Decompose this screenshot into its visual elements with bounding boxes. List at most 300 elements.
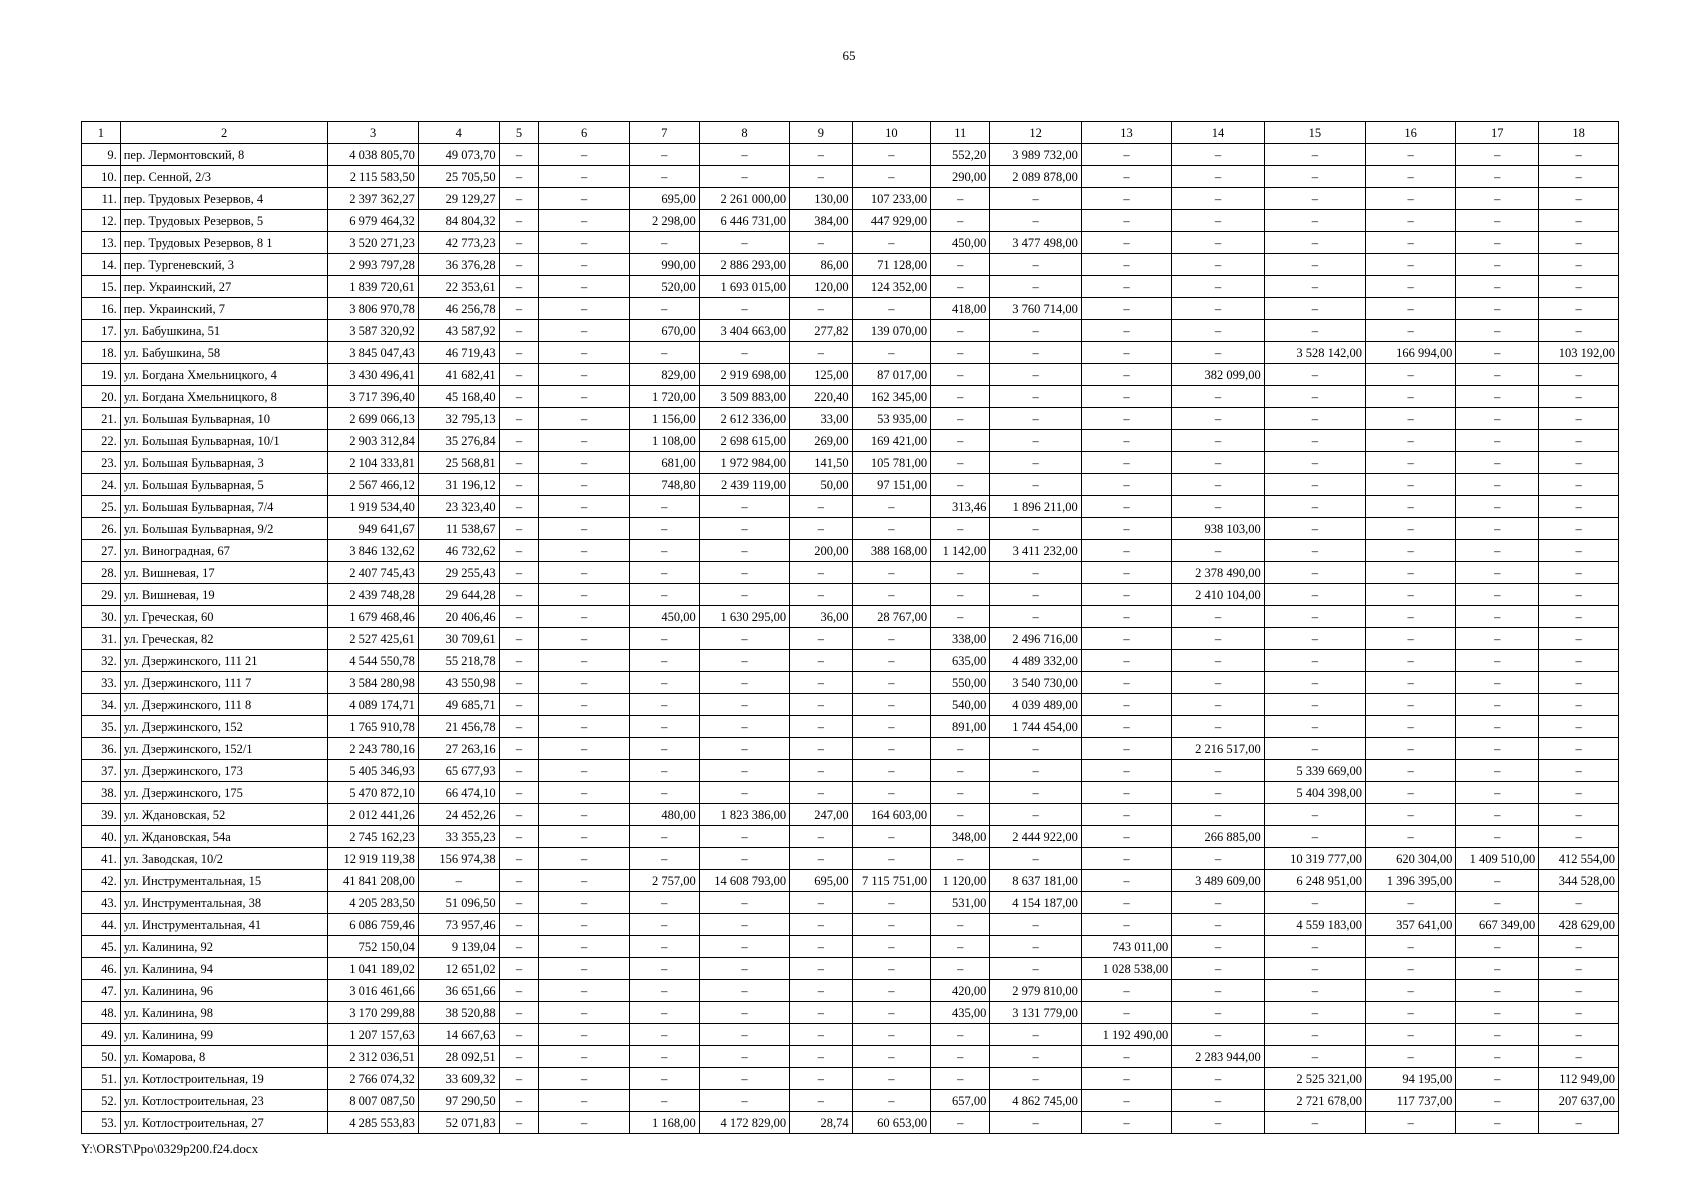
row-number-cell: 9.: [82, 144, 121, 166]
value-cell: –: [629, 672, 699, 694]
value-cell: 3 430 496,41: [328, 364, 418, 386]
value-cell: –: [1456, 870, 1539, 892]
value-cell: –: [931, 848, 990, 870]
table-row: [82, 210, 1619, 232]
value-cell: –: [1539, 716, 1619, 738]
value-cell: 2 721 678,00: [1264, 1090, 1365, 1112]
value-cell: –: [1081, 760, 1171, 782]
value-cell: –: [499, 408, 539, 430]
value-cell: –: [629, 166, 699, 188]
address-cell: ул. Вишневая, 17: [120, 562, 328, 584]
value-cell: 2 903 312,84: [328, 430, 418, 452]
value-cell: 9 139,04: [418, 936, 499, 958]
value-cell: –: [1172, 1090, 1265, 1112]
value-cell: 1 396 395,00: [1365, 870, 1455, 892]
address-cell: пер. Сенной, 2/3: [120, 166, 328, 188]
value-cell: –: [1172, 1002, 1265, 1024]
value-cell: –: [1365, 474, 1455, 496]
value-cell: –: [699, 716, 789, 738]
value-cell: –: [1539, 1112, 1619, 1134]
value-cell: –: [790, 980, 852, 1002]
value-cell: –: [1456, 232, 1539, 254]
value-cell: –: [539, 452, 629, 474]
value-cell: –: [852, 760, 931, 782]
row-number-cell: 40.: [82, 826, 121, 848]
value-cell: –: [1456, 716, 1539, 738]
value-cell: 28,74: [790, 1112, 852, 1134]
row-number-cell: 14.: [82, 254, 121, 276]
value-cell: –: [790, 892, 852, 914]
value-cell: –: [1539, 760, 1619, 782]
value-cell: –: [539, 672, 629, 694]
value-cell: 105 781,00: [852, 452, 931, 474]
value-cell: 49 685,71: [418, 694, 499, 716]
table-row: [82, 386, 1619, 408]
value-cell: –: [1365, 958, 1455, 980]
value-cell: –: [1264, 166, 1365, 188]
value-cell: –: [1172, 650, 1265, 672]
row-number-cell: 15.: [82, 276, 121, 298]
address-cell: ул. Большая Бульварная, 3: [120, 452, 328, 474]
value-cell: –: [499, 188, 539, 210]
value-cell: –: [931, 342, 990, 364]
address-cell: ул. Дзержинского, 152: [120, 716, 328, 738]
value-cell: –: [499, 496, 539, 518]
column-header: 13: [1081, 122, 1171, 144]
value-cell: –: [990, 848, 1081, 870]
value-cell: –: [1365, 188, 1455, 210]
value-cell: 3 520 271,23: [328, 232, 418, 254]
value-cell: –: [499, 892, 539, 914]
value-cell: –: [1365, 892, 1455, 914]
value-cell: 8 007 087,50: [328, 1090, 418, 1112]
value-cell: –: [1365, 298, 1455, 320]
table-row: [82, 606, 1619, 628]
value-cell: –: [790, 716, 852, 738]
value-cell: 117 737,00: [1365, 1090, 1455, 1112]
row-number-cell: 10.: [82, 166, 121, 188]
value-cell: –: [1081, 980, 1171, 1002]
table-row: [82, 716, 1619, 738]
value-cell: –: [1539, 518, 1619, 540]
value-cell: –: [1456, 606, 1539, 628]
table-row: [82, 738, 1619, 760]
value-cell: –: [629, 760, 699, 782]
table-row: [82, 1112, 1619, 1134]
value-cell: –: [1539, 496, 1619, 518]
value-cell: –: [1264, 892, 1365, 914]
value-cell: –: [1539, 452, 1619, 474]
value-cell: 1 028 538,00: [1081, 958, 1171, 980]
value-cell: –: [539, 892, 629, 914]
value-cell: –: [1081, 232, 1171, 254]
value-cell: 2 012 441,26: [328, 804, 418, 826]
value-cell: –: [539, 562, 629, 584]
value-cell: –: [1081, 826, 1171, 848]
row-number-cell: 11.: [82, 188, 121, 210]
value-cell: 338,00: [931, 628, 990, 650]
value-cell: 43 587,92: [418, 320, 499, 342]
address-cell: ул. Богдана Хмельницкого, 8: [120, 386, 328, 408]
address-cell: ул. Греческая, 82: [120, 628, 328, 650]
table-row: [82, 980, 1619, 1002]
value-cell: 6 446 731,00: [699, 210, 789, 232]
value-cell: 667 349,00: [1456, 914, 1539, 936]
value-cell: –: [499, 1112, 539, 1134]
value-cell: –: [1264, 430, 1365, 452]
table-row: [82, 144, 1619, 166]
value-cell: 3 717 396,40: [328, 386, 418, 408]
value-cell: –: [1539, 386, 1619, 408]
value-cell: –: [852, 496, 931, 518]
value-cell: –: [931, 936, 990, 958]
value-cell: –: [1172, 254, 1265, 276]
row-number-cell: 29.: [82, 584, 121, 606]
row-number-cell: 53.: [82, 1112, 121, 1134]
value-cell: –: [1264, 804, 1365, 826]
value-cell: –: [1456, 760, 1539, 782]
value-cell: 11 538,67: [418, 518, 499, 540]
value-cell: 52 071,83: [418, 1112, 499, 1134]
value-cell: –: [1365, 430, 1455, 452]
value-cell: –: [699, 826, 789, 848]
footer-file-path: Y:\ORST\Ppo\0329p200.f24.docx: [81, 1141, 259, 1156]
value-cell: 32 795,13: [418, 408, 499, 430]
value-cell: –: [1264, 584, 1365, 606]
value-cell: 5 405 346,93: [328, 760, 418, 782]
value-cell: –: [499, 1068, 539, 1090]
value-cell: 87 017,00: [852, 364, 931, 386]
value-cell: 29 255,43: [418, 562, 499, 584]
value-cell: –: [539, 826, 629, 848]
value-cell: 1 823 386,00: [699, 804, 789, 826]
value-cell: –: [1081, 628, 1171, 650]
value-cell: –: [852, 518, 931, 540]
value-cell: –: [852, 166, 931, 188]
value-cell: –: [790, 496, 852, 518]
value-cell: –: [1081, 672, 1171, 694]
value-cell: 1 744 454,00: [990, 716, 1081, 738]
value-cell: –: [990, 342, 1081, 364]
value-cell: 130,00: [790, 188, 852, 210]
address-cell: ул. Котлостроительная, 23: [120, 1090, 328, 1112]
value-cell: –: [539, 694, 629, 716]
value-cell: 2 525 321,00: [1264, 1068, 1365, 1090]
value-cell: 520,00: [629, 276, 699, 298]
value-cell: 3 846 132,62: [328, 540, 418, 562]
value-cell: –: [1264, 232, 1365, 254]
value-cell: –: [790, 1068, 852, 1090]
value-cell: –: [1539, 144, 1619, 166]
value-cell: –: [1264, 738, 1365, 760]
value-cell: –: [1365, 606, 1455, 628]
address-cell: ул. Заводская, 10/2: [120, 848, 328, 870]
column-header: 16: [1365, 122, 1455, 144]
value-cell: –: [629, 1024, 699, 1046]
value-cell: –: [1539, 826, 1619, 848]
value-cell: –: [629, 892, 699, 914]
value-cell: –: [931, 320, 990, 342]
value-cell: –: [1264, 826, 1365, 848]
address-cell: ул. Большая Бульварная, 10: [120, 408, 328, 430]
value-cell: –: [1081, 914, 1171, 936]
value-cell: –: [790, 232, 852, 254]
value-cell: –: [1264, 606, 1365, 628]
value-cell: –: [1172, 1024, 1265, 1046]
table-row: [82, 914, 1619, 936]
value-cell: –: [539, 166, 629, 188]
value-cell: –: [1081, 694, 1171, 716]
value-cell: –: [629, 1068, 699, 1090]
value-cell: 1 409 510,00: [1456, 848, 1539, 870]
address-cell: ул. Калинина, 98: [120, 1002, 328, 1024]
value-cell: –: [1539, 188, 1619, 210]
value-cell: 435,00: [931, 1002, 990, 1024]
value-cell: –: [1539, 892, 1619, 914]
value-cell: –: [629, 848, 699, 870]
table-row: [82, 848, 1619, 870]
address-cell: ул. Большая Бульварная, 7/4: [120, 496, 328, 518]
value-cell: –: [1081, 166, 1171, 188]
value-cell: –: [1172, 1068, 1265, 1090]
value-cell: –: [852, 914, 931, 936]
value-cell: –: [1456, 1046, 1539, 1068]
value-cell: –: [1365, 672, 1455, 694]
value-cell: –: [1264, 254, 1365, 276]
value-cell: 6 979 464,32: [328, 210, 418, 232]
row-number-cell: 52.: [82, 1090, 121, 1112]
table-row: [82, 166, 1619, 188]
value-cell: –: [1172, 188, 1265, 210]
value-cell: –: [1172, 474, 1265, 496]
column-header: 6: [539, 122, 629, 144]
value-cell: 1 192 490,00: [1081, 1024, 1171, 1046]
value-cell: –: [539, 496, 629, 518]
value-cell: –: [790, 166, 852, 188]
value-cell: 3 845 047,43: [328, 342, 418, 364]
value-cell: –: [539, 540, 629, 562]
value-cell: 1 839 720,61: [328, 276, 418, 298]
value-cell: –: [499, 1024, 539, 1046]
value-cell: –: [852, 144, 931, 166]
value-cell: 3 806 970,78: [328, 298, 418, 320]
value-cell: –: [852, 650, 931, 672]
value-cell: –: [629, 298, 699, 320]
value-cell: 2 444 922,00: [990, 826, 1081, 848]
value-cell: –: [1081, 364, 1171, 386]
value-cell: 4 544 550,78: [328, 650, 418, 672]
column-header: 4: [418, 122, 499, 144]
value-cell: –: [1081, 430, 1171, 452]
value-cell: –: [990, 430, 1081, 452]
value-cell: –: [1172, 320, 1265, 342]
value-cell: –: [1081, 738, 1171, 760]
value-cell: –: [699, 144, 789, 166]
value-cell: –: [1539, 298, 1619, 320]
value-cell: –: [1264, 1046, 1365, 1068]
value-cell: 2 410 104,00: [1172, 584, 1265, 606]
value-cell: –: [1081, 716, 1171, 738]
value-cell: 277,82: [790, 320, 852, 342]
value-cell: –: [990, 1068, 1081, 1090]
value-cell: –: [699, 518, 789, 540]
row-number-cell: 31.: [82, 628, 121, 650]
value-cell: –: [1264, 1112, 1365, 1134]
value-cell: –: [790, 1046, 852, 1068]
value-cell: –: [1172, 496, 1265, 518]
value-cell: –: [1456, 342, 1539, 364]
value-cell: 97 151,00: [852, 474, 931, 496]
value-cell: –: [931, 760, 990, 782]
value-cell: –: [1264, 540, 1365, 562]
address-cell: ул. Дзержинского, 111 8: [120, 694, 328, 716]
value-cell: 125,00: [790, 364, 852, 386]
value-cell: –: [499, 232, 539, 254]
value-cell: –: [1539, 430, 1619, 452]
value-cell: –: [1456, 694, 1539, 716]
row-number-cell: 16.: [82, 298, 121, 320]
value-cell: –: [852, 232, 931, 254]
address-cell: пер. Лермонтовский, 8: [120, 144, 328, 166]
value-cell: 1 156,00: [629, 408, 699, 430]
address-cell: ул. Бабушкина, 58: [120, 342, 328, 364]
value-cell: –: [539, 144, 629, 166]
value-cell: –: [1081, 782, 1171, 804]
value-cell: 388 168,00: [852, 540, 931, 562]
value-cell: –: [1264, 408, 1365, 430]
value-cell: –: [539, 848, 629, 870]
value-cell: 829,00: [629, 364, 699, 386]
table-row: [82, 276, 1619, 298]
table-row: [82, 188, 1619, 210]
table-header-row: [82, 122, 1619, 144]
value-cell: –: [1456, 892, 1539, 914]
value-cell: 156 974,38: [418, 848, 499, 870]
table-row: [82, 342, 1619, 364]
value-cell: –: [990, 562, 1081, 584]
value-cell: –: [699, 760, 789, 782]
value-cell: –: [699, 166, 789, 188]
table-row: [82, 650, 1619, 672]
value-cell: 36 376,28: [418, 254, 499, 276]
row-number-cell: 47.: [82, 980, 121, 1002]
table-row: [82, 628, 1619, 650]
value-cell: –: [629, 980, 699, 1002]
value-cell: –: [1539, 166, 1619, 188]
column-header: 18: [1539, 122, 1619, 144]
value-cell: –: [499, 914, 539, 936]
value-cell: –: [990, 914, 1081, 936]
column-header: 8: [699, 122, 789, 144]
value-cell: –: [1172, 760, 1265, 782]
value-cell: 1 765 910,78: [328, 716, 418, 738]
value-cell: –: [1081, 848, 1171, 870]
value-cell: –: [1365, 1112, 1455, 1134]
value-cell: 53 935,00: [852, 408, 931, 430]
value-cell: –: [499, 1090, 539, 1112]
value-cell: –: [852, 958, 931, 980]
value-cell: –: [1456, 474, 1539, 496]
value-cell: –: [1264, 716, 1365, 738]
value-cell: 891,00: [931, 716, 990, 738]
value-cell: 29 129,27: [418, 188, 499, 210]
value-cell: –: [499, 144, 539, 166]
value-cell: –: [1081, 452, 1171, 474]
value-cell: –: [699, 848, 789, 870]
value-cell: –: [1081, 1090, 1171, 1112]
value-cell: –: [990, 452, 1081, 474]
value-cell: –: [931, 1046, 990, 1068]
value-cell: –: [931, 518, 990, 540]
value-cell: 447 929,00: [852, 210, 931, 232]
value-cell: –: [539, 276, 629, 298]
value-cell: –: [499, 210, 539, 232]
value-cell: 2 378 490,00: [1172, 562, 1265, 584]
value-cell: 73 957,46: [418, 914, 499, 936]
value-cell: –: [931, 584, 990, 606]
value-cell: –: [1456, 650, 1539, 672]
value-cell: –: [699, 342, 789, 364]
value-cell: –: [1081, 276, 1171, 298]
value-cell: –: [1081, 1112, 1171, 1134]
table-row: [82, 958, 1619, 980]
value-cell: –: [539, 232, 629, 254]
value-cell: –: [1456, 738, 1539, 760]
value-cell: 207 637,00: [1539, 1090, 1619, 1112]
value-cell: 6 248 951,00: [1264, 870, 1365, 892]
value-cell: –: [629, 144, 699, 166]
value-cell: 384,00: [790, 210, 852, 232]
value-cell: –: [539, 188, 629, 210]
value-cell: –: [1365, 738, 1455, 760]
value-cell: –: [1456, 210, 1539, 232]
column-header: 2: [120, 122, 328, 144]
table-row: [82, 254, 1619, 276]
value-cell: –: [1081, 804, 1171, 826]
row-number-cell: 32.: [82, 650, 121, 672]
value-cell: –: [629, 1090, 699, 1112]
value-cell: –: [1081, 496, 1171, 518]
address-cell: пер. Трудовых Резервов, 8 1: [120, 232, 328, 254]
value-cell: –: [1081, 298, 1171, 320]
value-cell: –: [539, 1046, 629, 1068]
value-cell: 1 972 984,00: [699, 452, 789, 474]
row-number-cell: 35.: [82, 716, 121, 738]
value-cell: –: [1539, 540, 1619, 562]
value-cell: –: [1365, 694, 1455, 716]
row-number-cell: 49.: [82, 1024, 121, 1046]
value-cell: –: [1456, 518, 1539, 540]
value-cell: –: [699, 892, 789, 914]
value-cell: –: [1172, 936, 1265, 958]
value-cell: –: [699, 650, 789, 672]
value-cell: 2 283 944,00: [1172, 1046, 1265, 1068]
value-cell: –: [629, 958, 699, 980]
value-cell: –: [539, 738, 629, 760]
value-cell: –: [852, 848, 931, 870]
value-cell: 420,00: [931, 980, 990, 1002]
value-cell: –: [852, 1090, 931, 1112]
value-cell: 4 285 553,83: [328, 1112, 418, 1134]
row-number-cell: 17.: [82, 320, 121, 342]
value-cell: –: [790, 1002, 852, 1024]
value-cell: 450,00: [629, 606, 699, 628]
value-cell: –: [790, 518, 852, 540]
value-cell: –: [931, 452, 990, 474]
row-number-cell: 39.: [82, 804, 121, 826]
row-number-cell: 44.: [82, 914, 121, 936]
value-cell: 3 509 883,00: [699, 386, 789, 408]
